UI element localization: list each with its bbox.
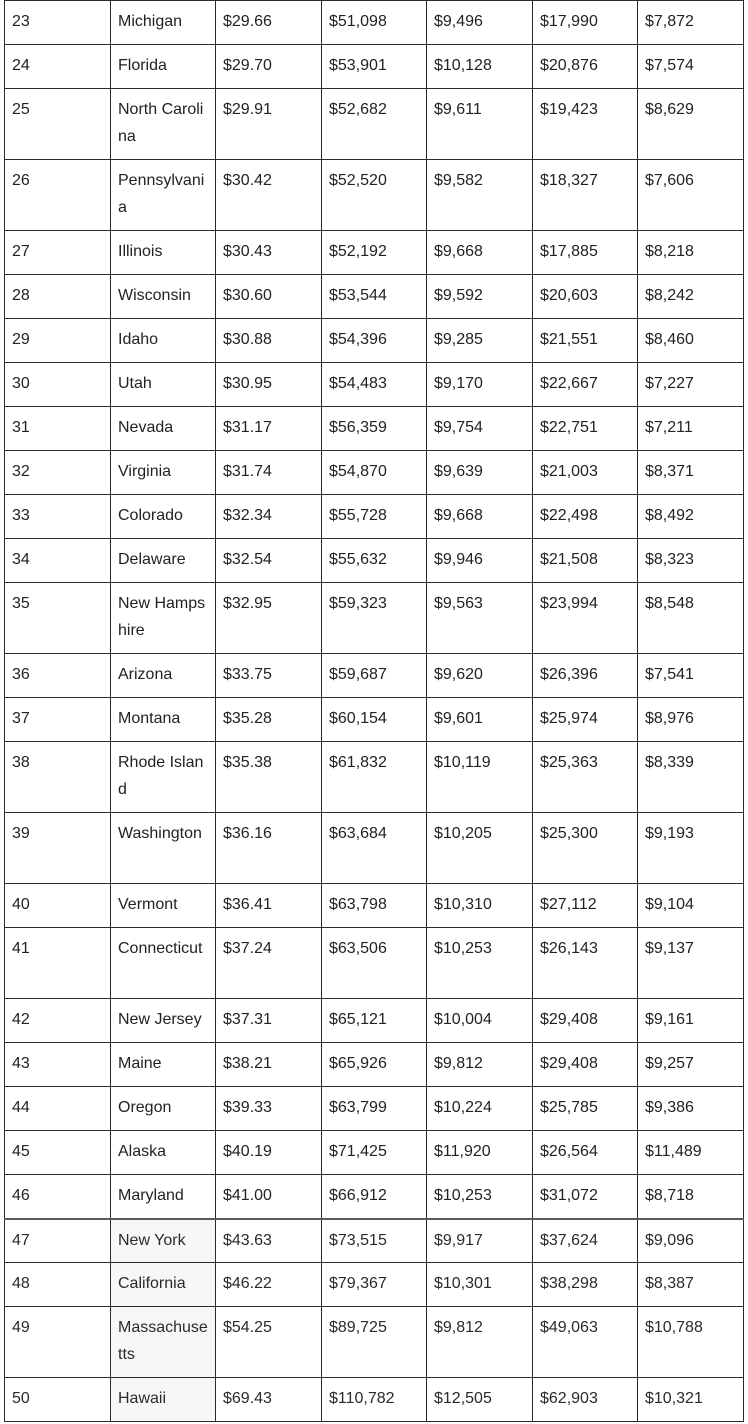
value-cell-3: $10,253 — [427, 928, 533, 999]
value-cell-3: $9,592 — [427, 275, 533, 319]
value-cell-1: $43.63 — [216, 1219, 322, 1263]
value-cell-4: $20,876 — [533, 45, 638, 89]
value-cell-4: $22,751 — [533, 407, 638, 451]
value-cell-2: $52,520 — [322, 160, 427, 231]
value-cell-2: $61,832 — [322, 742, 427, 813]
value-cell-1: $35.28 — [216, 698, 322, 742]
rank-cell: 24 — [5, 45, 111, 89]
value-cell-5: $7,211 — [638, 407, 744, 451]
value-cell-1: $39.33 — [216, 1087, 322, 1131]
rank-cell: 25 — [5, 89, 111, 160]
value-cell-3: $9,620 — [427, 654, 533, 698]
table-row — [5, 1131, 744, 1175]
value-cell-4: $25,785 — [533, 1087, 638, 1131]
value-cell-3: $9,812 — [427, 1307, 533, 1378]
value-cell-5: $9,193 — [638, 813, 744, 884]
value-cell-1: $32.54 — [216, 539, 322, 583]
state-cell: Delaware — [111, 539, 216, 583]
value-cell-1: $30.88 — [216, 319, 322, 363]
value-cell-4: $38,298 — [533, 1263, 638, 1307]
table-row — [5, 928, 744, 999]
value-cell-5: $9,096 — [638, 1219, 744, 1263]
rank-cell: 39 — [5, 813, 111, 884]
value-cell-5: $10,321 — [638, 1378, 744, 1422]
value-cell-5: $10,788 — [638, 1307, 744, 1378]
state-cell: Colorado — [111, 495, 216, 539]
value-cell-4: $21,508 — [533, 539, 638, 583]
value-cell-3: $9,946 — [427, 539, 533, 583]
value-cell-2: $54,396 — [322, 319, 427, 363]
state-cell: Michigan — [111, 1, 216, 45]
state-cell: Florida — [111, 45, 216, 89]
rank-cell: 32 — [5, 451, 111, 495]
state-cell: Connecticut — [111, 928, 216, 999]
value-cell-4: $26,143 — [533, 928, 638, 999]
value-cell-2: $56,359 — [322, 407, 427, 451]
value-cell-3: $11,920 — [427, 1131, 533, 1175]
value-cell-5: $7,872 — [638, 1, 744, 45]
value-cell-2: $63,684 — [322, 813, 427, 884]
value-cell-2: $52,682 — [322, 89, 427, 160]
value-cell-5: $9,257 — [638, 1043, 744, 1087]
table-row — [5, 275, 744, 319]
rank-cell: 26 — [5, 160, 111, 231]
value-cell-1: $41.00 — [216, 1175, 322, 1219]
value-cell-4: $49,063 — [533, 1307, 638, 1378]
value-cell-4: $29,408 — [533, 999, 638, 1043]
value-cell-3: $10,224 — [427, 1087, 533, 1131]
state-cell: Virginia — [111, 451, 216, 495]
value-cell-5: $7,227 — [638, 363, 744, 407]
value-cell-4: $22,667 — [533, 363, 638, 407]
value-cell-4: $23,994 — [533, 583, 638, 654]
table-row — [5, 1175, 744, 1219]
value-cell-3: $10,205 — [427, 813, 533, 884]
state-cell: Vermont — [111, 884, 216, 928]
table-row — [5, 319, 744, 363]
value-cell-5: $8,218 — [638, 231, 744, 275]
value-cell-2: $55,728 — [322, 495, 427, 539]
value-cell-3: $9,496 — [427, 1, 533, 45]
value-cell-5: $8,976 — [638, 698, 744, 742]
value-cell-3: $9,285 — [427, 319, 533, 363]
table-row — [5, 160, 744, 231]
value-cell-2: $52,192 — [322, 231, 427, 275]
value-cell-1: $29.91 — [216, 89, 322, 160]
value-cell-4: $29,408 — [533, 1043, 638, 1087]
state-cell: Wisconsin — [111, 275, 216, 319]
rank-cell: 31 — [5, 407, 111, 451]
table-row — [5, 742, 744, 813]
state-cell: New Hampshire — [111, 583, 216, 654]
table-row — [5, 1378, 744, 1422]
value-cell-3: $9,668 — [427, 495, 533, 539]
state-cell: Arizona — [111, 654, 216, 698]
value-cell-4: $21,003 — [533, 451, 638, 495]
rank-cell: 43 — [5, 1043, 111, 1087]
value-cell-4: $37,624 — [533, 1219, 638, 1263]
value-cell-3: $10,004 — [427, 999, 533, 1043]
table-row — [5, 1043, 744, 1087]
table-row — [5, 495, 744, 539]
value-cell-5: $9,386 — [638, 1087, 744, 1131]
value-cell-3: $9,639 — [427, 451, 533, 495]
value-cell-3: $9,812 — [427, 1043, 533, 1087]
value-cell-2: $51,098 — [322, 1, 427, 45]
rank-cell: 42 — [5, 999, 111, 1043]
rank-cell: 38 — [5, 742, 111, 813]
value-cell-3: $10,301 — [427, 1263, 533, 1307]
state-cell: Washington — [111, 813, 216, 884]
value-cell-1: $30.43 — [216, 231, 322, 275]
value-cell-1: $40.19 — [216, 1131, 322, 1175]
value-cell-4: $25,974 — [533, 698, 638, 742]
rank-cell: 48 — [5, 1263, 111, 1307]
table-row — [5, 583, 744, 654]
value-cell-1: $30.42 — [216, 160, 322, 231]
value-cell-2: $89,725 — [322, 1307, 427, 1378]
value-cell-4: $17,885 — [533, 231, 638, 275]
value-cell-5: $9,161 — [638, 999, 744, 1043]
rank-cell: 49 — [5, 1307, 111, 1378]
table-row — [5, 539, 744, 583]
value-cell-2: $54,483 — [322, 363, 427, 407]
rank-cell: 37 — [5, 698, 111, 742]
value-cell-1: $32.34 — [216, 495, 322, 539]
value-cell-2: $65,926 — [322, 1043, 427, 1087]
value-cell-2: $59,323 — [322, 583, 427, 654]
rank-cell: 28 — [5, 275, 111, 319]
value-cell-4: $26,564 — [533, 1131, 638, 1175]
rank-cell: 40 — [5, 884, 111, 928]
state-cell: Montana — [111, 698, 216, 742]
table-row — [5, 654, 744, 698]
value-cell-5: $8,548 — [638, 583, 744, 654]
rank-cell: 45 — [5, 1131, 111, 1175]
value-cell-4: $21,551 — [533, 319, 638, 363]
table-row — [5, 698, 744, 742]
value-cell-2: $63,506 — [322, 928, 427, 999]
value-cell-3: $9,563 — [427, 583, 533, 654]
value-cell-1: $31.17 — [216, 407, 322, 451]
value-cell-5: $8,371 — [638, 451, 744, 495]
value-cell-1: $29.66 — [216, 1, 322, 45]
table-row — [5, 1, 744, 45]
value-cell-4: $25,300 — [533, 813, 638, 884]
rank-cell: 44 — [5, 1087, 111, 1131]
state-cell: Massachusetts — [111, 1307, 216, 1378]
state-cell: Rhode Island — [111, 742, 216, 813]
value-cell-5: $8,242 — [638, 275, 744, 319]
value-cell-2: $71,425 — [322, 1131, 427, 1175]
rank-cell: 27 — [5, 231, 111, 275]
value-cell-3: $9,917 — [427, 1219, 533, 1263]
value-cell-4: $27,112 — [533, 884, 638, 928]
value-cell-5: $8,323 — [638, 539, 744, 583]
rank-cell: 30 — [5, 363, 111, 407]
value-cell-2: $53,544 — [322, 275, 427, 319]
value-cell-1: $54.25 — [216, 1307, 322, 1378]
value-cell-1: $38.21 — [216, 1043, 322, 1087]
value-cell-3: $9,611 — [427, 89, 533, 160]
table-row — [5, 89, 744, 160]
value-cell-5: $8,339 — [638, 742, 744, 813]
value-cell-5: $8,629 — [638, 89, 744, 160]
table-row — [5, 999, 744, 1043]
value-cell-4: $31,072 — [533, 1175, 638, 1219]
state-cell: California — [111, 1263, 216, 1307]
value-cell-1: $36.16 — [216, 813, 322, 884]
state-cell: Alaska — [111, 1131, 216, 1175]
value-cell-5: $9,104 — [638, 884, 744, 928]
state-cell: Idaho — [111, 319, 216, 363]
rank-cell: 46 — [5, 1175, 111, 1219]
value-cell-4: $18,327 — [533, 160, 638, 231]
value-cell-1: $37.31 — [216, 999, 322, 1043]
table-row — [5, 1263, 744, 1307]
table-row — [5, 363, 744, 407]
value-cell-2: $60,154 — [322, 698, 427, 742]
value-cell-1: $37.24 — [216, 928, 322, 999]
value-cell-5: $9,137 — [638, 928, 744, 999]
state-cell: Nevada — [111, 407, 216, 451]
value-cell-5: $11,489 — [638, 1131, 744, 1175]
table-row — [5, 45, 744, 89]
table-row — [5, 407, 744, 451]
value-cell-3: $10,310 — [427, 884, 533, 928]
value-cell-1: $33.75 — [216, 654, 322, 698]
value-cell-2: $54,870 — [322, 451, 427, 495]
table-row — [5, 1087, 744, 1131]
state-cost-table — [4, 0, 744, 1422]
table-row — [5, 231, 744, 275]
value-cell-4: $25,363 — [533, 742, 638, 813]
value-cell-3: $10,253 — [427, 1175, 533, 1219]
value-cell-1: $36.41 — [216, 884, 322, 928]
value-cell-5: $8,718 — [638, 1175, 744, 1219]
value-cell-5: $7,606 — [638, 160, 744, 231]
rank-cell: 34 — [5, 539, 111, 583]
value-cell-1: $29.70 — [216, 45, 322, 89]
value-cell-2: $59,687 — [322, 654, 427, 698]
value-cell-1: $35.38 — [216, 742, 322, 813]
value-cell-4: $20,603 — [533, 275, 638, 319]
state-cell: Utah — [111, 363, 216, 407]
value-cell-3: $9,601 — [427, 698, 533, 742]
table-row — [5, 451, 744, 495]
value-cell-2: $65,121 — [322, 999, 427, 1043]
value-cell-3: $10,119 — [427, 742, 533, 813]
state-cell: New York — [111, 1219, 216, 1263]
state-cell: Pennsylvania — [111, 160, 216, 231]
value-cell-1: $31.74 — [216, 451, 322, 495]
value-cell-3: $9,668 — [427, 231, 533, 275]
value-cell-2: $73,515 — [322, 1219, 427, 1263]
value-cell-4: $19,423 — [533, 89, 638, 160]
rank-cell: 47 — [5, 1219, 111, 1263]
value-cell-4: $26,396 — [533, 654, 638, 698]
value-cell-4: $62,903 — [533, 1378, 638, 1422]
value-cell-5: $8,460 — [638, 319, 744, 363]
table-row — [5, 884, 744, 928]
value-cell-2: $63,798 — [322, 884, 427, 928]
value-cell-2: $66,912 — [322, 1175, 427, 1219]
value-cell-4: $17,990 — [533, 1, 638, 45]
rank-cell: 41 — [5, 928, 111, 999]
rank-cell: 50 — [5, 1378, 111, 1422]
value-cell-3: $9,582 — [427, 160, 533, 231]
state-cell: Maine — [111, 1043, 216, 1087]
value-cell-5: $8,492 — [638, 495, 744, 539]
state-cell: Hawaii — [111, 1378, 216, 1422]
value-cell-4: $22,498 — [533, 495, 638, 539]
value-cell-2: $55,632 — [322, 539, 427, 583]
table-row — [5, 1307, 744, 1378]
value-cell-1: $30.60 — [216, 275, 322, 319]
rank-cell: 29 — [5, 319, 111, 363]
value-cell-1: $69.43 — [216, 1378, 322, 1422]
value-cell-1: $32.95 — [216, 583, 322, 654]
rank-cell: 36 — [5, 654, 111, 698]
value-cell-3: $10,128 — [427, 45, 533, 89]
value-cell-2: $63,799 — [322, 1087, 427, 1131]
table-row — [5, 1219, 744, 1263]
state-cell: Illinois — [111, 231, 216, 275]
rank-cell: 35 — [5, 583, 111, 654]
table-row — [5, 813, 744, 884]
state-cell: North Carolina — [111, 89, 216, 160]
value-cell-5: $7,574 — [638, 45, 744, 89]
rank-cell: 33 — [5, 495, 111, 539]
value-cell-3: $9,754 — [427, 407, 533, 451]
table-body — [5, 1, 744, 1422]
value-cell-5: $8,387 — [638, 1263, 744, 1307]
state-cell: Oregon — [111, 1087, 216, 1131]
value-cell-3: $9,170 — [427, 363, 533, 407]
value-cell-5: $7,541 — [638, 654, 744, 698]
value-cell-1: $30.95 — [216, 363, 322, 407]
rank-cell: 23 — [5, 1, 111, 45]
value-cell-2: $53,901 — [322, 45, 427, 89]
value-cell-2: $79,367 — [322, 1263, 427, 1307]
value-cell-2: $110,782 — [322, 1378, 427, 1422]
state-cell: New Jersey — [111, 999, 216, 1043]
value-cell-3: $12,505 — [427, 1378, 533, 1422]
state-cell: Maryland — [111, 1175, 216, 1219]
value-cell-1: $46.22 — [216, 1263, 322, 1307]
